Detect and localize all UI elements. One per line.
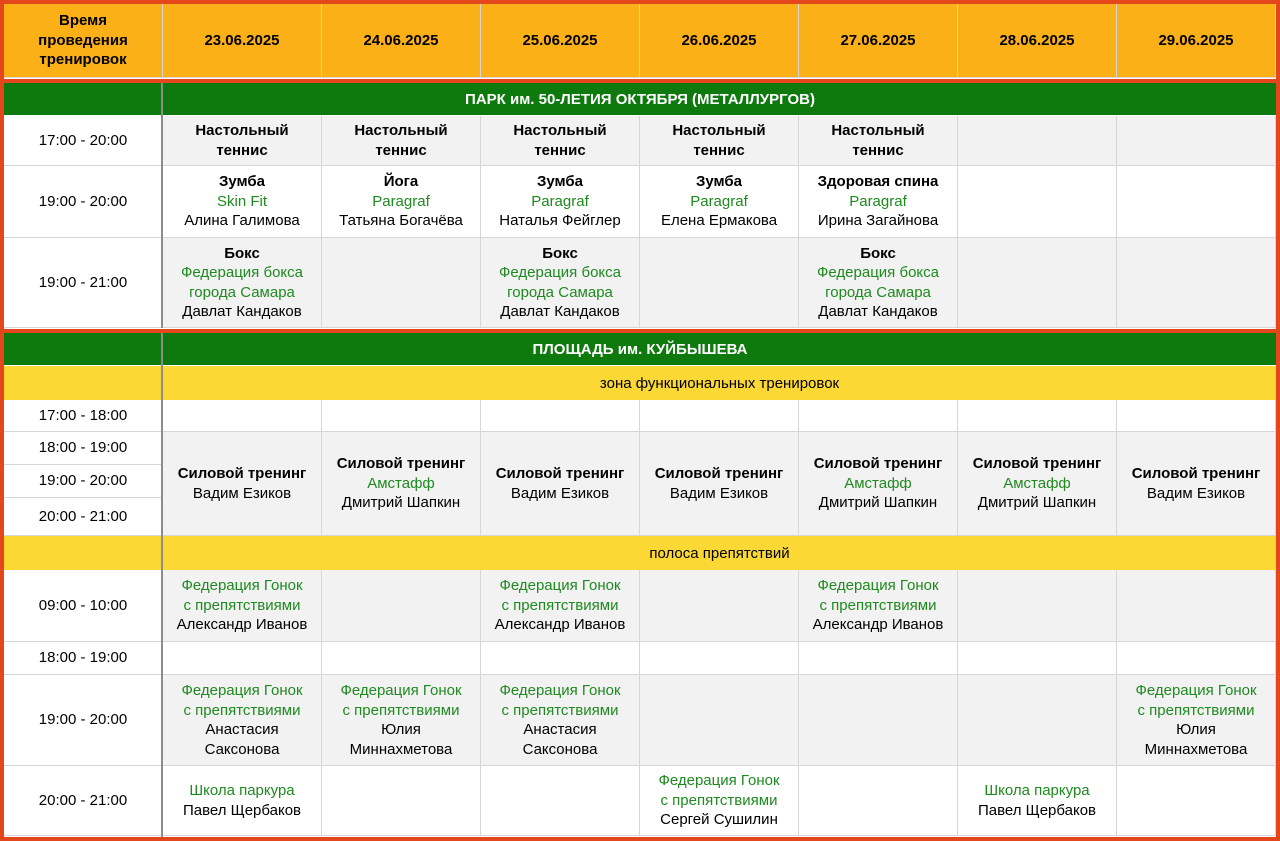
activity-cell — [481, 238, 640, 328]
activity-cell — [322, 116, 481, 166]
organization-name: города Самара — [825, 283, 931, 301]
activity-cell — [640, 432, 799, 536]
organization-name: Paragraf — [849, 192, 907, 210]
trainer-name: Павел Щербаков — [182, 801, 302, 819]
organization-name: Школа паркура — [984, 782, 1090, 799]
organization-name: Федерация Гонок — [181, 577, 303, 595]
time-label: 17:00 - 20:00 — [38, 131, 128, 149]
trainer-name: Анастасия — [205, 721, 279, 738]
activity-cell — [799, 570, 958, 642]
organization-name: Федерация Гонок — [817, 577, 939, 595]
empty-cell — [1117, 116, 1276, 166]
time-cell — [4, 166, 163, 238]
activity-cell — [1117, 675, 1276, 766]
activity-cell — [481, 432, 640, 536]
organization-name: Федерация Гонок — [658, 772, 780, 790]
time-label: 19:00 - 21:00 — [38, 273, 128, 291]
organization-name: города Самара — [189, 283, 295, 301]
organization-name: с препятствиями — [1137, 701, 1255, 719]
activity-cell — [1117, 432, 1276, 536]
organization-name: с препятствиями — [501, 701, 619, 719]
empty-cell — [1117, 166, 1276, 238]
trainer-name: Дмитрий Шапкин — [341, 494, 461, 512]
organization-name: Федерация Гонок — [340, 682, 462, 699]
activity-title: Силовой тренинг — [1131, 465, 1261, 482]
empty-cell — [958, 238, 1117, 328]
date-header — [481, 4, 640, 78]
date-label: 23.06.2025 — [204, 31, 280, 49]
activity-title: Зумба — [695, 173, 743, 191]
empty-cell — [958, 675, 1117, 766]
trainer-name: Миннахметова — [349, 740, 453, 758]
organization-name: Федерация бокса — [181, 264, 303, 281]
activity-title: Настольный — [672, 122, 766, 139]
section-title-bar — [4, 333, 1276, 365]
activity-title: Зумба — [536, 173, 584, 191]
zone-bar-stub — [4, 536, 163, 570]
trainer-name: Павел Щербаков — [977, 801, 1097, 819]
organization-name: с препятствиями — [660, 791, 778, 809]
empty-cell — [958, 400, 1117, 432]
activity-title: теннис — [534, 141, 586, 159]
activity-cell — [322, 432, 481, 536]
activity-cell — [163, 432, 322, 536]
empty-cell — [322, 238, 481, 328]
time-label: 09:00 - 10:00 — [38, 596, 128, 614]
activity-title: Здоровая спина — [817, 173, 939, 191]
activity-cell — [163, 238, 322, 328]
header-time-label: Время — [59, 12, 107, 30]
time-cell — [4, 570, 163, 642]
empty-cell — [322, 766, 481, 836]
trainer-name: Алина Галимова — [184, 212, 300, 230]
date-header — [322, 4, 481, 78]
activity-title: Настольный — [513, 122, 607, 139]
activity-title: Силовой тренинг — [495, 465, 625, 482]
empty-cell — [481, 642, 640, 675]
date-label: 25.06.2025 — [522, 31, 598, 49]
activity-title: Бокс — [224, 244, 260, 262]
activity-cell — [163, 116, 322, 166]
organization-name: с препятствиями — [183, 596, 301, 614]
activity-cell — [799, 166, 958, 238]
organization-name: Федерация бокса — [817, 264, 939, 281]
section-title-bar — [4, 83, 1276, 115]
activity-cell — [799, 116, 958, 166]
activity-cell — [481, 166, 640, 238]
activity-title: Настольный — [354, 122, 448, 139]
empty-cell — [322, 400, 481, 432]
activity-title: теннис — [693, 141, 745, 159]
empty-cell — [640, 642, 799, 675]
zone-title-bar — [163, 366, 1276, 400]
empty-cell — [322, 642, 481, 675]
organization-name: с препятствиями — [819, 596, 937, 614]
activity-cell — [163, 675, 322, 766]
organization-name: Paragraf — [372, 192, 430, 210]
activity-cell — [163, 570, 322, 642]
date-header — [163, 4, 322, 78]
section-title: ПАРК им. 50-ЛЕТИЯ ОКТЯБРЯ (МЕТАЛЛУРГОВ) — [465, 90, 815, 108]
organization-name: Школа паркура — [189, 782, 295, 799]
trainer-name: Сергей Сушилин — [660, 811, 778, 829]
zone-title-bar — [163, 536, 1276, 570]
trainer-name: Юлия — [381, 721, 421, 738]
organization-name: Амстафф — [1003, 474, 1071, 492]
empty-cell — [799, 675, 958, 766]
activity-title: Силовой тренинг — [813, 455, 943, 473]
activity-cell — [481, 675, 640, 766]
time-cell — [4, 238, 163, 328]
trainer-name: Александр Иванов — [494, 616, 626, 634]
empty-cell — [1117, 766, 1276, 836]
organization-name: Амстафф — [367, 474, 435, 492]
time-label: 19:00 - 20:00 — [38, 192, 128, 210]
trainer-name: Саксонова — [522, 740, 598, 758]
organization-name: Paragraf — [531, 192, 589, 210]
section-title: ПЛОЩАДЬ им. КУЙБЫШЕВА — [532, 340, 748, 358]
activity-title: Бокс — [542, 244, 578, 262]
activity-cell — [640, 116, 799, 166]
empty-cell — [163, 642, 322, 675]
organization-name: с препятствиями — [183, 701, 301, 719]
activity-title: Настольный — [195, 122, 289, 139]
trainer-name: Александр Иванов — [812, 616, 944, 634]
activity-cell — [322, 166, 481, 238]
activity-title: Силовой тренинг — [336, 455, 466, 473]
time-cell — [4, 498, 163, 536]
activity-title: теннис — [216, 141, 268, 159]
zone-title: полоса препятствий — [649, 544, 790, 562]
time-label: 20:00 - 21:00 — [38, 791, 128, 809]
time-label: 19:00 - 20:00 — [38, 472, 128, 490]
empty-cell — [322, 570, 481, 642]
organization-name: Paragraf — [690, 192, 748, 210]
time-cell — [4, 465, 163, 498]
trainer-name: Анастасия — [523, 721, 597, 738]
trainer-name: Дмитрий Шапкин — [818, 494, 938, 512]
empty-cell — [640, 400, 799, 432]
date-label: 29.06.2025 — [1158, 31, 1234, 49]
trainer-name: Вадим Езиков — [192, 484, 292, 502]
empty-cell — [640, 675, 799, 766]
activity-title: Настольный — [831, 122, 925, 139]
date-label: 26.06.2025 — [681, 31, 757, 49]
activity-cell — [799, 432, 958, 536]
activity-cell — [481, 570, 640, 642]
time-label: 19:00 - 20:00 — [38, 711, 128, 729]
column-divider — [161, 333, 163, 837]
empty-cell — [958, 166, 1117, 238]
organization-name: города Самара — [507, 283, 613, 301]
empty-cell — [958, 642, 1117, 675]
header-time-label: тренировок — [39, 51, 127, 69]
activity-title: Йога — [383, 173, 419, 191]
trainer-name: Давлат Кандаков — [500, 303, 620, 320]
empty-cell — [163, 400, 322, 432]
activity-title: Силовой тренинг — [654, 465, 784, 482]
header-time-cell — [4, 4, 163, 78]
trainer-name: Александр Иванов — [176, 616, 308, 634]
empty-cell — [958, 570, 1117, 642]
date-label: 27.06.2025 — [840, 31, 916, 49]
time-label: 20:00 - 21:00 — [38, 507, 128, 525]
zone-title: зона функциональных тренировок — [599, 374, 840, 392]
date-header — [958, 4, 1117, 78]
empty-cell — [958, 116, 1117, 166]
header-time-label: проведения — [38, 31, 128, 49]
time-cell — [4, 432, 163, 465]
activity-title: Силовой тренинг — [972, 455, 1102, 473]
time-cell — [4, 400, 163, 432]
date-header — [1117, 4, 1276, 78]
organization-name: Федерация Гонок — [499, 682, 621, 699]
activity-cell — [163, 766, 322, 836]
time-label: 18:00 - 19:00 — [38, 439, 128, 457]
organization-name: Федерация Гонок — [499, 577, 621, 595]
empty-cell — [1117, 400, 1276, 432]
activity-title: теннис — [852, 141, 904, 159]
column-divider — [161, 83, 163, 328]
date-label: 28.06.2025 — [999, 31, 1075, 49]
empty-cell — [799, 400, 958, 432]
time-label: 18:00 - 19:00 — [38, 649, 128, 667]
activity-cell — [322, 675, 481, 766]
zone-bar-stub — [4, 366, 163, 400]
trainer-name: Вадим Езиков — [1146, 484, 1246, 502]
date-header — [640, 4, 799, 78]
trainer-name: Давлат Кандаков — [182, 303, 302, 320]
empty-cell — [481, 766, 640, 836]
trainer-name: Саксонова — [204, 740, 280, 758]
trainer-name: Юлия — [1176, 721, 1216, 738]
trainer-name: Ирина Загайнова — [817, 212, 939, 230]
empty-cell — [799, 642, 958, 675]
trainer-name: Давлат Кандаков — [818, 303, 938, 320]
time-cell — [4, 766, 163, 836]
empty-cell — [640, 570, 799, 642]
organization-name: Амстафф — [844, 474, 912, 492]
trainer-name: Наталья Фейглер — [499, 212, 621, 230]
time-cell — [4, 675, 163, 766]
activity-cell — [958, 766, 1117, 836]
empty-cell — [481, 400, 640, 432]
empty-cell — [1117, 238, 1276, 328]
organization-name: Федерация Гонок — [1135, 682, 1257, 699]
empty-cell — [1117, 570, 1276, 642]
activity-cell — [640, 166, 799, 238]
organization-name: Skin Fit — [216, 192, 267, 210]
activity-cell — [163, 166, 322, 238]
empty-cell — [1117, 642, 1276, 675]
trainer-name: Миннахметова — [1144, 740, 1248, 758]
activity-cell — [481, 116, 640, 166]
trainer-name: Вадим Езиков — [510, 484, 610, 502]
activity-cell — [958, 432, 1117, 536]
activity-title: Зумба — [218, 173, 266, 191]
time-label: 17:00 - 18:00 — [38, 406, 128, 424]
trainer-name: Татьяна Богачёва — [339, 212, 463, 230]
activity-title: Силовой тренинг — [177, 465, 307, 482]
organization-name: Федерация бокса — [499, 264, 621, 281]
date-header — [799, 4, 958, 78]
time-cell — [4, 116, 163, 166]
time-cell — [4, 642, 163, 675]
activity-title: Бокс — [860, 244, 896, 262]
date-label: 24.06.2025 — [363, 31, 439, 49]
empty-cell — [640, 238, 799, 328]
trainer-name: Вадим Езиков — [669, 484, 769, 502]
activity-cell — [799, 238, 958, 328]
trainer-name: Елена Ермакова — [660, 212, 778, 230]
activity-title: теннис — [375, 141, 427, 159]
organization-name: с препятствиями — [501, 596, 619, 614]
organization-name: Федерация Гонок — [181, 682, 303, 699]
organization-name: с препятствиями — [342, 701, 460, 719]
trainer-name: Дмитрий Шапкин — [977, 494, 1097, 512]
empty-cell — [799, 766, 958, 836]
activity-cell — [640, 766, 799, 836]
